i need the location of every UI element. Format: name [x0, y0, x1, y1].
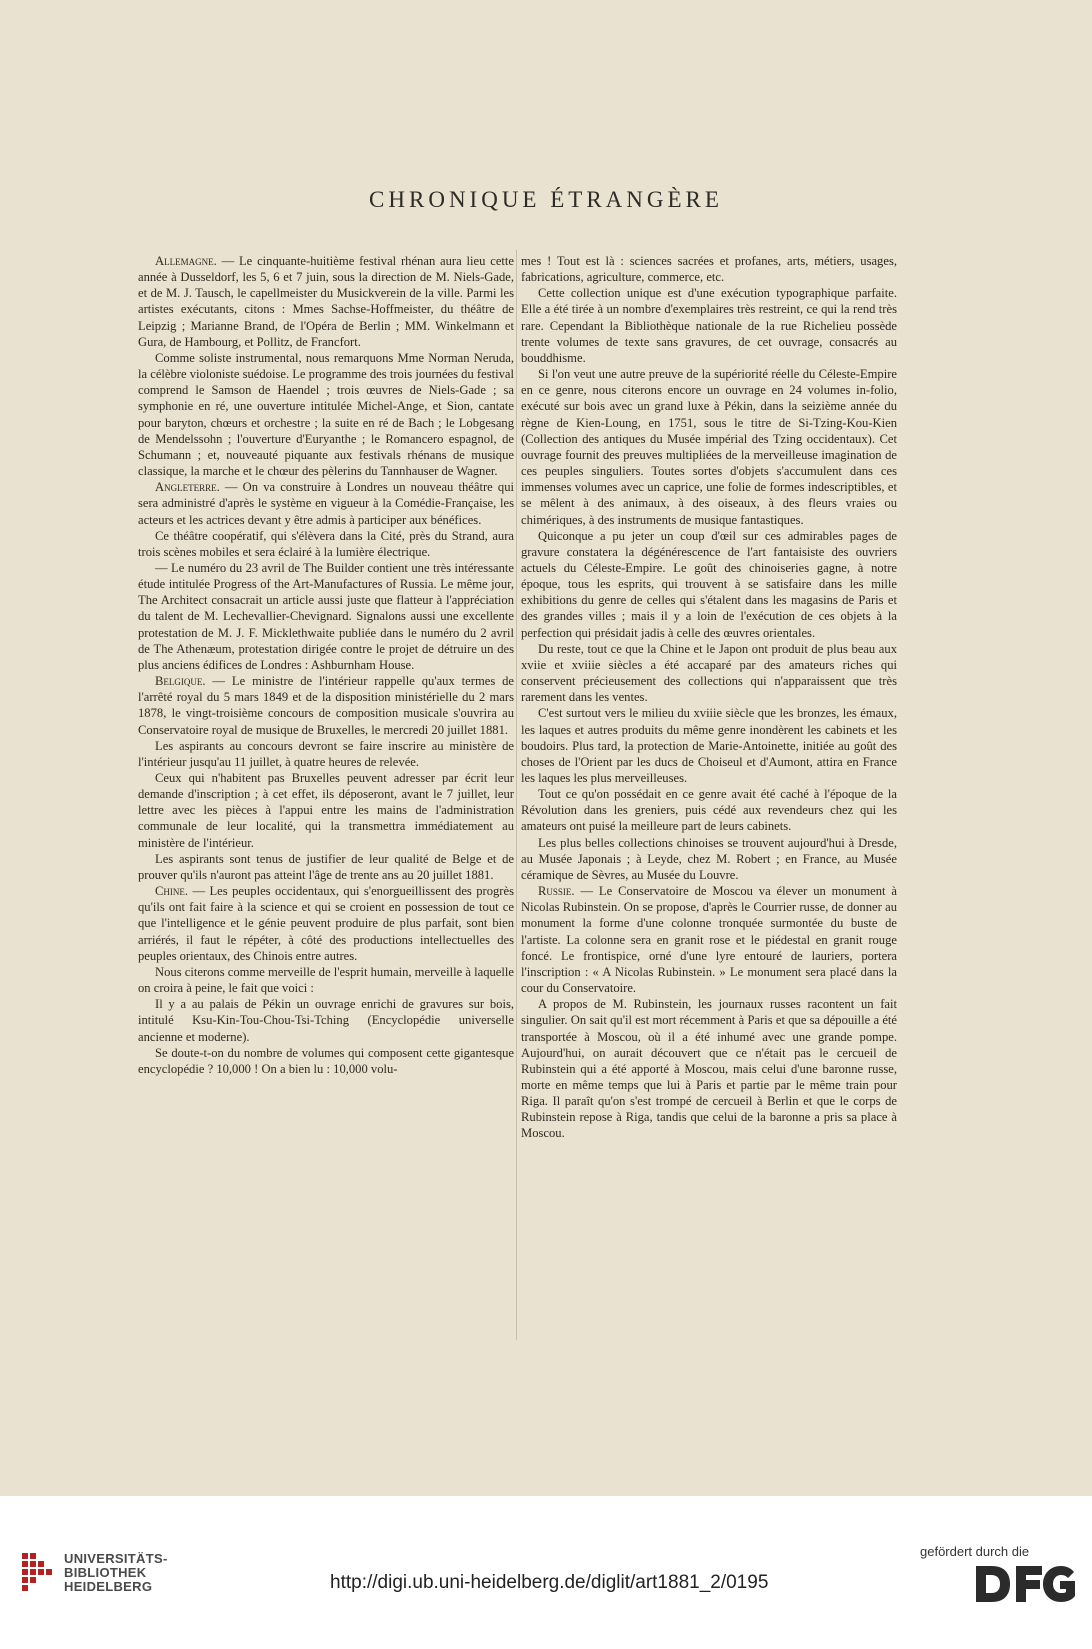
left-text-column: [138, 253, 514, 1077]
paragraph-text: Nous citerons comme merveille de l'esprit humain, merveille à laquelle on croira à peine, le fait que voici :: [138, 964, 514, 996]
section-heading: Chine.: [155, 884, 189, 899]
paragraph-text: — Les peuples occidentaux, qui s'enorgueillissent des progrès qu'ils ont fait faire à la science et qui se croient en possession de tout ce que l'intelligence et le génie peuvent produire de plus parfait, sont bien arriérés, il faut le répéter, à côté des productions intellectuelles des peuples orientaux, des Chinois entre autres.: [138, 884, 514, 963]
paragraph: [138, 770, 514, 851]
paragraph: [138, 883, 514, 964]
paragraph: [521, 705, 897, 786]
permalink-url[interactable]: http://digi.ub.uni-heidelberg.de/diglit/art1881_2/0195: [330, 1572, 769, 1593]
paragraph-text: Les plus belles collections chinoises se trouvent aujourd'hui à Dresde, au Musée Japonais ; à Leyde, chez M. Robert ; en France, au Musée céramique de Sèvres, au Musée du Louvre.: [521, 835, 897, 882]
section-heading: Angleterre.: [155, 480, 220, 495]
paragraph: [138, 996, 514, 1044]
paragraph-text: Les aspirants au concours devront se faire inscrire au ministère de l'intérieur jusqu'au 11 juillet, à quatre heures de relevée.: [138, 738, 514, 769]
column-divider: [516, 250, 517, 1340]
paragraph: [138, 673, 514, 738]
paragraph: [138, 253, 514, 350]
paragraph: [138, 479, 514, 527]
paragraph-text: Les aspirants sont tenus de justifier de leur qualité de Belge et de prouver qu'ils n'auront pas atteint l'âge de trente ans au 20 juillet 1881.: [138, 851, 514, 882]
paragraph-text: Cette collection unique est d'une exécution typographique parfaite. Elle a été tirée à un nombre d'exemplaires très restreint, ce qui la rend très rare. Cependant la Bibliothèque nationale de la rue Richelieu possède trente volumes de texte sans gravures, de cet ouvrage, consacrés au bouddhisme.: [521, 286, 897, 365]
paragraph-text: Tout ce qu'on possédait en ce genre avait été caché à l'époque de la Révolution dans les greniers, puis cédé aux revendeurs chez qui les amateurs ont puisé la meilleure part de leurs cabinets.: [521, 787, 897, 834]
paragraph-text: Ceux qui n'habitent pas Bruxelles peuvent adresser par écrit leur demande d'inscription ; à cet effet, ils déposeront, avant le 7 juillet, leur lettre avec les pièces à l'appui entre les mains de l'administration communale de leur localité, qui la transmettra immédiatement au ministère de l'intérieur.: [138, 771, 514, 850]
footer-bar: [0, 1496, 1092, 1649]
paragraph: [138, 350, 514, 479]
paragraph: [521, 786, 897, 834]
section-heading: Belgique.: [155, 674, 206, 689]
paragraph-text: — Le numéro du 23 avril de The Builder contient une très intéressante étude intitulée Progress of the Art-Manufactures of Russia. Le même jour, The Architect consacrait un article aussi juste que flatteur à l'appréciation du talent de M. Lechevallier-Chevignard. Signalons aussi une excellente protestation de M. J. F. Micklethwaite publiée dans le numéro du 2 avril de The Athenæum, protestation dirigée contre le projet de détruire un des plus anciens édifices de Londres : Ashburnham House.: [138, 560, 514, 672]
library-name-line: HEIDELBERG: [64, 1579, 153, 1594]
paragraph-text: Se doute-t-on du nombre de volumes qui composent cette gigantesque encyclopédie ? 10,000 ! On a bien lu : 10,000 volu-: [138, 1045, 514, 1076]
right-text-column: [521, 253, 897, 1142]
paragraph-text: Quiconque a pu jeter un coup d'œil sur ces admirables pages de gravure constatera la dégénérescence de l'art fantaisiste des ouvriers actuels du Céleste-Empire. Le goût des chinoiseries gagne, à notre époque, tous les esprits, qui trouvent à se satisfaire dans les mille exhibitions du genre de celles qui s'étalent dans les magasins de Paris et des grandes villes ; mais il y a loin de l'exécution de ces objets à la perfection qui présidait jadis à celle des œuvres orientales.: [521, 528, 897, 640]
paragraph: [521, 528, 897, 641]
dfg-logo-icon: [970, 1562, 1078, 1606]
paragraph-text: — Le Conservatoire de Moscou va élever un monument à Nicolas Rubinstein. On se propose, d'après le Courrier russe, de donner au monument la forme d'une colonne tronquée surmontée du buste de l'artiste. La colonne sera en granit rose et le piédestal en granit rouge foncé. Le frontispice, orné d'une lyre entouré de lauriers, portera l'inscription : « A Nicolas Rubinstein. » Le monument sera placé dans la cour du Conservatoire.: [521, 884, 897, 996]
section-heading: Allemagne.: [155, 254, 217, 268]
paragraph-text: Il y a au palais de Pékin un ouvrage enrichi de gravures sur bois, intitulé Ksu-Kin-Tou-Chou-Tsi-Tching (Encyclopédie universelle ancienne et moderne).: [138, 997, 514, 1044]
paragraph: [138, 560, 514, 673]
funding-note: gefördert durch die: [920, 1544, 1030, 1559]
paragraph: [138, 528, 514, 560]
paragraph-text: Comme soliste instrumental, nous remarquons Mme Norman Neruda, la célèbre violoniste suédoise. Le programme des trois journées du festival comprend le Samson de Haendel ; trois œuvres de Niels-Gade ; sa symphonie en ré, une ouverture intitulée Michel-Ange, et Sion, cantate pour baryton, chœurs et orchestre ; la suite en ré de Bach ; le Lobgesang de Mendelssohn ; l'ouverture d'Euryanthe ; le Romancero espagnol, de Schumann ; et, nouveauté piquante aux festivals rhénans de musique classique, la marche et le chœur des pèlerins du Tannhauser de Wagner.: [138, 350, 514, 479]
paragraph: [521, 285, 897, 366]
paragraph: [138, 1045, 514, 1077]
paragraph-text: — On va construire à Londres un nouveau théâtre qui sera administré d'après le système en vigueur à la Comédie-Française, les acteurs et les actrices devant y être admis à participer aux bénéfices.: [138, 480, 514, 527]
library-name: [64, 1552, 168, 1594]
paragraph-text: — Le ministre de l'intérieur rappelle qu'aux termes de l'arrêté royal du 5 mars 1849 et de la disposition ministérielle du 2 mars 1878, le vingt-troisième concours de composition musicale s'ouvrira au Conservatoire royal de musique de Bruxelles, le mercredi 20 juillet 1881.: [138, 674, 514, 737]
paragraph: [138, 738, 514, 770]
paragraph: [138, 851, 514, 883]
university-library-logo-icon: [20, 1551, 56, 1595]
paragraph: [521, 366, 897, 528]
library-name-line: UNIVERSITÄTS-: [64, 1551, 168, 1566]
page-title: CHRONIQUE ÉTRANGÈRE: [369, 187, 723, 212]
paragraph-text: Si l'on veut une autre preuve de la supériorité réelle du Céleste-Empire en ce genre, nous citerons encore un ouvrage en 24 volumes in-folio, exécuté sur bois avec un grand luxe à Pékin, dans la seizième année du règne de Kien-Loung, en 1751, sous le titre de Si-Tzing-Kou-Kien (Collection des antiques du Musée impérial des Tzing occidentaux). Cet ouvrage fournit des preuves multipliées de la merveilleuse imagination de ces peuples singuliers. Toutes sortes d'objets s'accumulent dans ces immenses volumes avec un caprice, une folie de formes indescriptibles, et se mêlent à des animaux, à des oiseaux, à des fleurs vraies ou chimériques, à des instruments de musique fantastiques.: [521, 367, 897, 527]
paragraph: [521, 883, 897, 996]
paragraph-text: C'est surtout vers le milieu du xviiie siècle que les bronzes, les émaux, les laques et autres produits du même genre inondèrent les cabinets et les boudoirs. Plus tard, la protection de Marie-Antoinette, initiée au goût des choses de l'Orient par les ducs de Choiseul et d'Aumont, attira en France les laques les plus merveilleuses.: [521, 706, 897, 785]
library-name-line: BIBLIOTHEK: [64, 1565, 147, 1580]
paragraph-text: — Le cinquante-huitième festival rhénan aura lieu cette année à Dusseldorf, les 5, 6 et 7 juin, sous la direction de M. Niels-Gade, et de M. J. Tausch, le capellmeister du Musickverein de la ville. Parmi les artistes exécutants, citons : Mmes Sachse-Hoffmeister, du théâtre de Leipzig ; Marianne Brand, de l'Opéra de Berlin ; MM. Winkelmann et Gura, de Hambourg, et Pollitz, de Francfort.: [138, 254, 514, 349]
paragraph: [521, 641, 897, 706]
paragraph-text: mes ! Tout est là : sciences sacrées et profanes, arts, métiers, usages, fabrications, agriculture, commerce, etc.: [521, 254, 897, 285]
section-heading: Russie.: [538, 884, 575, 899]
paragraph: [521, 253, 897, 285]
paragraph: [521, 835, 897, 883]
paragraph-text: Du reste, tout ce que la Chine et le Japon ont produit de plus beau aux xviie et xviiie siècles a été accaparé par des amateurs riches qui conservent précieusement des collections qui n'apparaissent que très rarement dans les ventes.: [521, 641, 897, 705]
paragraph: [521, 996, 897, 1141]
paragraph-text: Ce théâtre coopératif, qui s'élèvera dans la Cité, près du Strand, aura trois scènes mobiles et sera éclairé à la lumière électrique.: [138, 528, 514, 559]
paragraph: [138, 964, 514, 996]
paragraph-text: A propos de M. Rubinstein, les journaux russes racontent un fait singulier. On sait qu'il est mort récemment à Paris et que sa dépouille a été transportée à Moscou, où il a été inhumé avec une grande pompe. Aujourd'hui, on aurait découvert que ce n'était pas le cercueil de Rubinstein qui a été apporté à Moscou, mais celui d'une baronne russe, morte en même temps que lui à Paris et partie par le même train pour Riga. Il paraît qu'on s'est trompé de cercueil à Berlin et que le corps de Rubinstein repose à Riga, tandis que celui de la baronne a pris sa place à Moscou.: [521, 997, 897, 1141]
